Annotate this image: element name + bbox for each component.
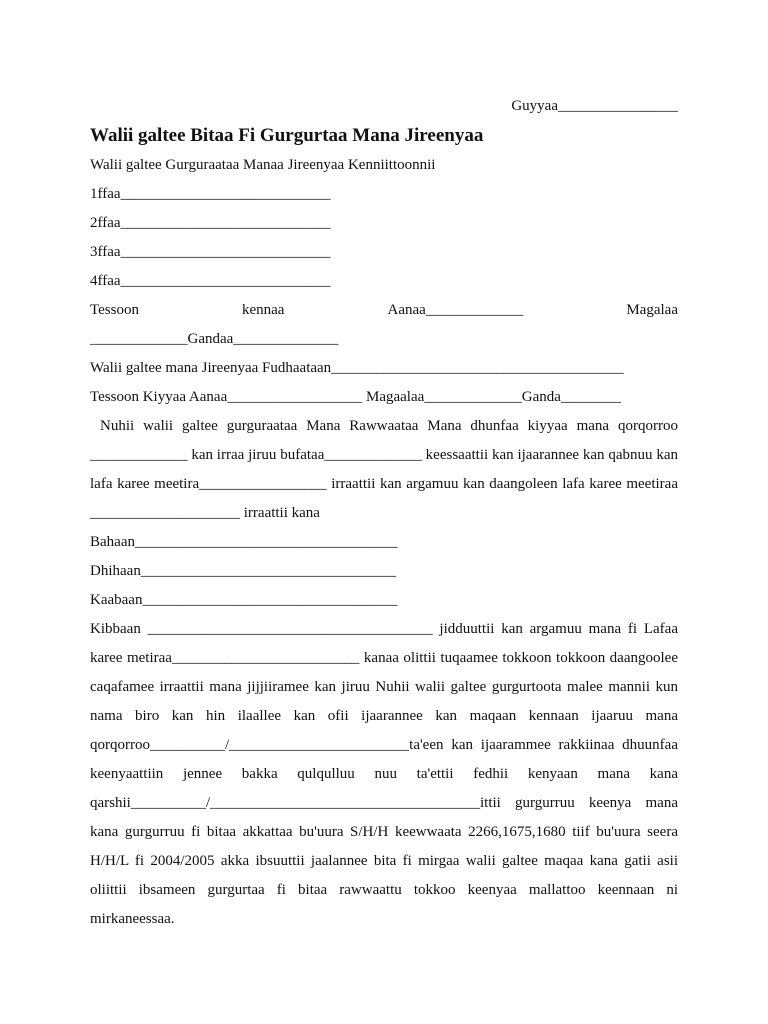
seller-address-row <box>90 296 678 325</box>
date-field: Guyyaa________________ <box>511 98 678 114</box>
seller-line-3: 3ffaa____________________________ <box>90 244 331 260</box>
agreement-paragraph-1: Nuhii walii galtee gurguraataa Mana Rawwaataa Mana dhunfaa kiyyaa mana qorqorroo _____________ kan irraa jiruu bufataa_____________ keessaattii kan ijaarannee kan qabnuu kan lafa karee meetira_________________ irraattii kan argamuu kan daangoleen lafa karee meetiraa ____________________ irraattii kana <box>90 418 678 521</box>
seller-address-line-2: _____________Gandaa______________ <box>90 331 339 347</box>
seller-line-2: 2ffaa____________________________ <box>90 215 331 231</box>
address-word-4: Magalaa <box>626 302 678 318</box>
seller-line-1: 1ffaa____________________________ <box>90 186 331 202</box>
boundary-north: Kaabaan__________________________________ <box>90 592 398 608</box>
document-body <box>90 92 678 934</box>
buyer-line: Walii galtee mana Jireenyaa Fudhaataan_______________________________________ <box>90 360 624 376</box>
agreement-paragraph-2: Kibbaan ______________________________________ jidduuttii kan argamuu mana fi Lafaa karee metiraa_________________________ kanaa olittii tuqaamee tokkoon tokkoon daangoolee caqafamee irraattii mana jijjiiramee kan jiruu Nuhii walii galtee gurgurtoota malee mannii kun nama biro kan hin ilaallee kan ofii ijaarannee kan maqaan kennaan ijaaruu mana qorqorroo__________/________________________ta'een kan ijaarammee rakkiinaa dhuunfaa keenyaattiin jennee bakka qulqulluu nuu ta'ettii fedhii kenyaan mana kana qarshii__________/____________________________________ittii gurgurruu keenya mana kana gurgurruu fi bitaa akkattaa bu'uura S/H/H keewwaata 2266,1675,1680 tiif bu'uura seera H/H/L fi 2004/2005 akka ibsuuttii jaalannee bita fi mirgaa walii galtee maqaa kana gatii asii oliittii ibsameen gurgurtaa fi bitaa rawwaattu tokkoo keenyaa mallattoo keennaan ni mirkaneessaa. <box>90 621 678 927</box>
buyer-address-line: Tessoon Kiyyaa Aanaa__________________ Magaalaa_____________Ganda________ <box>90 389 621 405</box>
document-title: Walii galtee Bitaa Fi Gurgurtaa Mana Jireenyaa <box>90 125 484 146</box>
seller-line-4: 4ffaa____________________________ <box>90 273 331 289</box>
address-word-2: kennaa <box>241 302 285 318</box>
boundary-west: Dhihaan__________________________________ <box>90 563 396 579</box>
address-word-3: Aanaa_____________ <box>387 302 524 318</box>
boundary-east: Bahaan___________________________________ <box>90 534 398 550</box>
sellers-heading: Walii galtee Gurguraataa Manaa Jireenyaa Kenniittoonnii <box>90 157 436 173</box>
address-word-1: Tessoon <box>90 302 139 318</box>
